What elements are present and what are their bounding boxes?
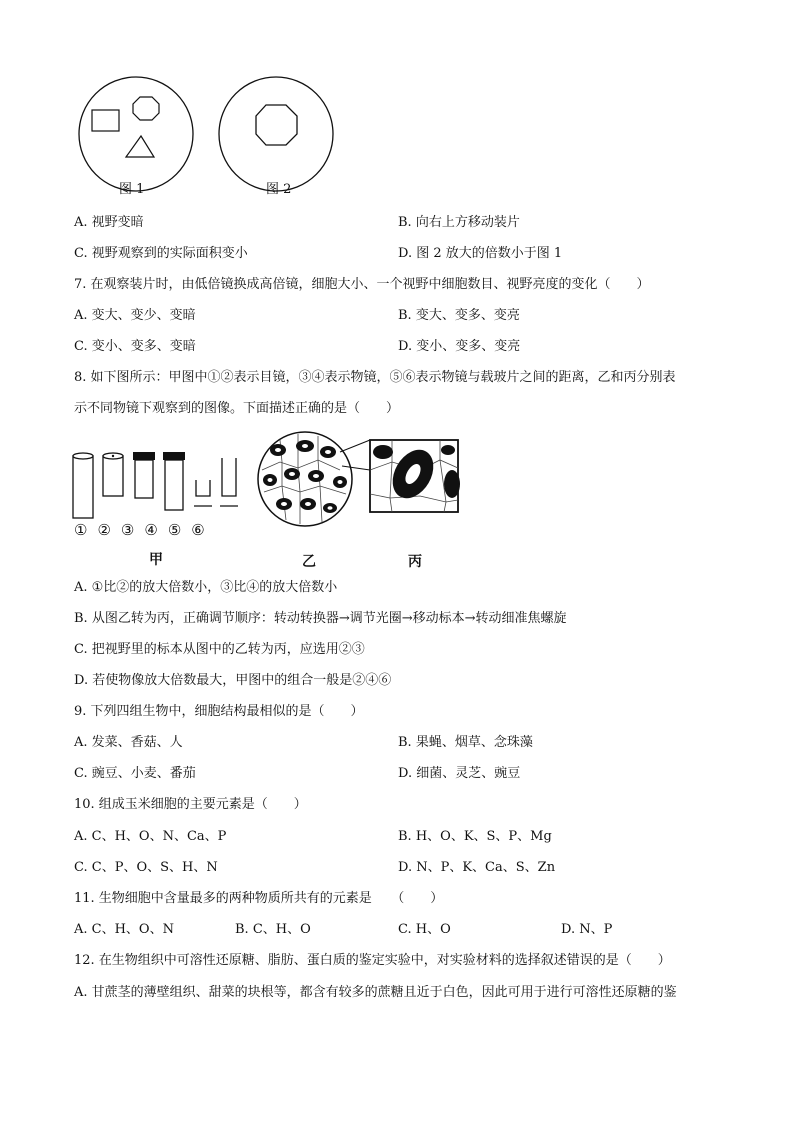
q10-stem: 10. 组成玉米细胞的主要元素是（ ）	[74, 797, 307, 812]
lens-numbers	[74, 521, 215, 539]
q8-option-d: D. 若使物像放大倍数最大，甲图中的组合一般是②④⑥	[74, 673, 392, 688]
label-bing: 丙	[408, 554, 422, 570]
fig2-label: 图 2	[266, 182, 292, 197]
q8-option-c: C. 把视野里的标本从图中的乙转为丙，应选用②③	[74, 642, 365, 657]
q9-stem: 9. 下列四组生物中，细胞结构最相似的是（ ）	[74, 704, 364, 719]
q7-option-c: C. 变小、变多、变暗	[74, 339, 196, 354]
q9-option-c: C. 豌豆、小麦、番茄	[74, 766, 196, 781]
q11-option-a: A. C、H、O、N	[74, 922, 174, 937]
num-5: ⑤	[167, 521, 192, 539]
q8-stem-line1: 8. 如下图所示：甲图中①②表示目镜，③④表示物镜，⑤⑥表示物镜与载玻片之间的距离，乙和丙分别表	[74, 370, 676, 385]
q7-option-a: A. 变大、变少、变暗	[74, 308, 196, 323]
q7-option-b: B. 变大、变多、变亮	[398, 308, 520, 323]
label-yi: 乙	[302, 554, 316, 570]
q9-option-b: B. 果蝇、烟草、念珠藻	[398, 735, 533, 750]
label-jia: 甲	[149, 552, 163, 568]
num-4: ④	[144, 521, 168, 539]
q6-option-a: A. 视野变暗	[74, 215, 144, 230]
q10-option-b: B. H、O、K、S、P、Mg	[398, 829, 552, 844]
q8-option-b: B. 从图乙转为丙，正确调节顺序：转动转换器→调节光圈→移动标本→转动细准焦螺旋	[74, 611, 567, 626]
q12-stem: 12. 在生物组织中可溶性还原糖、脂肪、蛋白质的鉴定实验中，对实验材料的选择叙述错误的是（ ）	[74, 953, 671, 968]
num-2: ②	[97, 521, 121, 539]
fig1-label: 图 1	[119, 182, 145, 197]
q11-option-c: C. H、O	[398, 922, 451, 937]
num-6: ⑥	[191, 521, 215, 539]
q10-option-d: D. N、P、K、Ca、S、Zn	[398, 860, 556, 875]
q12-option-a: A. 甘蔗茎的薄壁组织、甜菜的块根等，都含有较多的蔗糖且近于白色，因此可用于进行可溶性还原糖的鉴	[74, 985, 677, 1000]
q9-option-d: D. 细菌、灵芝、豌豆	[398, 766, 521, 781]
q8-option-a: A. ①比②的放大倍数小，③比④的放大倍数小	[74, 580, 338, 595]
q11-stem: 11. 生物细胞中含量最多的两种物质所共有的元素是 （ ）	[74, 891, 444, 906]
figure-jia-lenses	[0, 0, 794, 560]
q6-option-d: D. 图 2 放大的倍数小于图 1	[398, 246, 563, 261]
q9-option-a: A. 发菜、香菇、人	[74, 735, 183, 750]
num-3: ③	[120, 521, 145, 539]
num-1: ①	[74, 521, 98, 539]
q11-option-d: D. N、P	[561, 922, 613, 937]
q10-option-c: C. C、P、O、S、H、N	[74, 860, 218, 875]
q8-stem-line2: 示不同物镜下观察到的图像。下面描述正确的是（ ）	[74, 401, 400, 416]
q6-option-b: B. 向右上方移动装片	[398, 215, 520, 230]
q7-option-d: D. 变小、变多、变亮	[398, 339, 521, 354]
q11-option-b: B. C、H、O	[235, 922, 311, 937]
q6-option-c: C. 视野观察到的实际面积变小	[74, 246, 248, 261]
q7-stem: 7. 在观察装片时，由低倍镜换成高倍镜，细胞大小、一个视野中细胞数目、视野亮度的变化（ ）	[74, 277, 650, 292]
q10-option-a: A. C、H、O、N、Ca、P	[74, 829, 227, 844]
